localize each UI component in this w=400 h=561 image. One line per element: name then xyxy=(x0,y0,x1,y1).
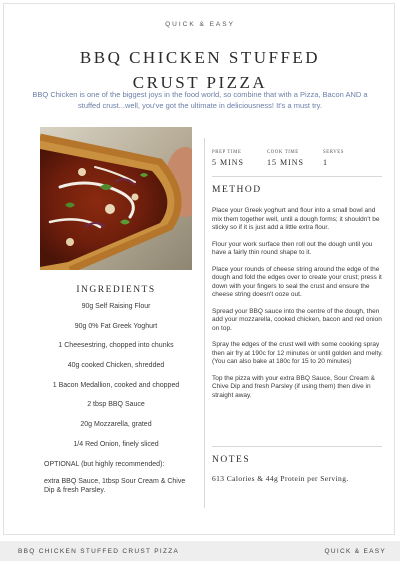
ingredient-item: 40g cooked Chicken, shredded xyxy=(67,362,165,370)
cook-time-value: 15 MINS xyxy=(267,158,305,167)
method-step: Spray the edges of the crust well with some cooking spray then air fry at 190c for 12 minutes or until golden and melty. (You can also bake at 180c for 15 to 20 minutes) xyxy=(212,341,383,365)
footer-recipe-name: BBQ CHICKEN STUFFED CRUST PIZZA xyxy=(18,548,180,555)
method-step: Spread your BBQ sauce into the centre of the dough, then add your mozzarella, cooked chicken, bacon and red onion on top. xyxy=(212,307,382,332)
ingredient-item: 1 Bacon Medallion, cooked and chopped xyxy=(52,381,180,389)
column-divider xyxy=(204,138,205,508)
recipe-title xyxy=(0,45,400,95)
notes-divider xyxy=(212,446,382,447)
ingredient-item: 20g Mozzarella, grated xyxy=(80,421,152,429)
method-step: Place your rounds of cheese string around the edge of the dough and fold the edges over to create your crust; press it down with your fingers to seal the crust and ensure the cheese string doesn't ooze out. xyxy=(212,265,382,298)
method-steps xyxy=(212,207,384,408)
notes-heading: NOTES xyxy=(212,455,251,465)
optional-text: extra BBQ Sauce, 1tbsp Sour Cream & Chive Dip & fresh Parsley. xyxy=(44,477,186,494)
ingredient-item: 90g Self Raising Flour xyxy=(81,303,151,310)
category-kicker: QUICK & EASY xyxy=(165,21,235,28)
cook-time xyxy=(267,150,304,167)
serves-value: 1 xyxy=(323,158,328,167)
recipe-title-line-1: BBQ CHICKEN STUFFED xyxy=(79,48,321,67)
prep-time-value: 5 MINS xyxy=(212,158,245,167)
pizza-photo xyxy=(40,127,192,270)
optional-label: OPTIONAL (but highly recommended): xyxy=(44,461,165,468)
notes-text: 613 Calories & 44g Protein per Serving. xyxy=(212,474,349,483)
method-heading: METHOD xyxy=(212,185,262,195)
ingredient-item: 2 tbsp BBQ Sauce xyxy=(87,401,145,409)
page-footer xyxy=(0,541,400,561)
method-step: Place your Greek yoghurt and flour into a small bowl and mix them together well, until a dough forms; it shouldn't be sticky so if it is just add a little extra flour. xyxy=(212,207,380,231)
ingredient-item: 1/4 Red Onion, finely sliced xyxy=(73,440,159,448)
serves-label: SERVES xyxy=(323,150,345,155)
ingredients-heading: INGREDIENTS xyxy=(76,285,156,295)
method-step: Flour your work surface then roll out the dough until you have a fairly thin round shape to it. xyxy=(212,240,373,256)
optional-extras xyxy=(44,460,194,502)
ingredient-item: 1 Cheesestring, chopped into chunks xyxy=(58,342,174,350)
footer-category: QUICK & EASY xyxy=(324,548,386,555)
prep-time-label: PREP TIME xyxy=(212,150,242,155)
method-step: Top the pizza with your extra BBQ Sauce, Sour Cream & Chive Dip and fresh Parsley (if using them) then dive in straight away. xyxy=(212,374,375,399)
cook-time-label: COOK TIME xyxy=(267,150,299,155)
recipe-title-line-2: CRUST PIZZA xyxy=(132,73,268,92)
meta-divider xyxy=(212,176,382,177)
ingredients-list xyxy=(30,302,202,460)
serves xyxy=(323,150,344,167)
ingredient-item: 90g 0% Fat Greek Yoghurt xyxy=(74,322,158,330)
prep-time xyxy=(212,150,244,167)
recipe-intro: BBQ Chicken is one of the biggest joys in the food world, so combine that with a Pizza, Bacon AND a stuffed crust...well, you've got the ultimate in deliciousness! It's a must try. xyxy=(32,90,368,110)
